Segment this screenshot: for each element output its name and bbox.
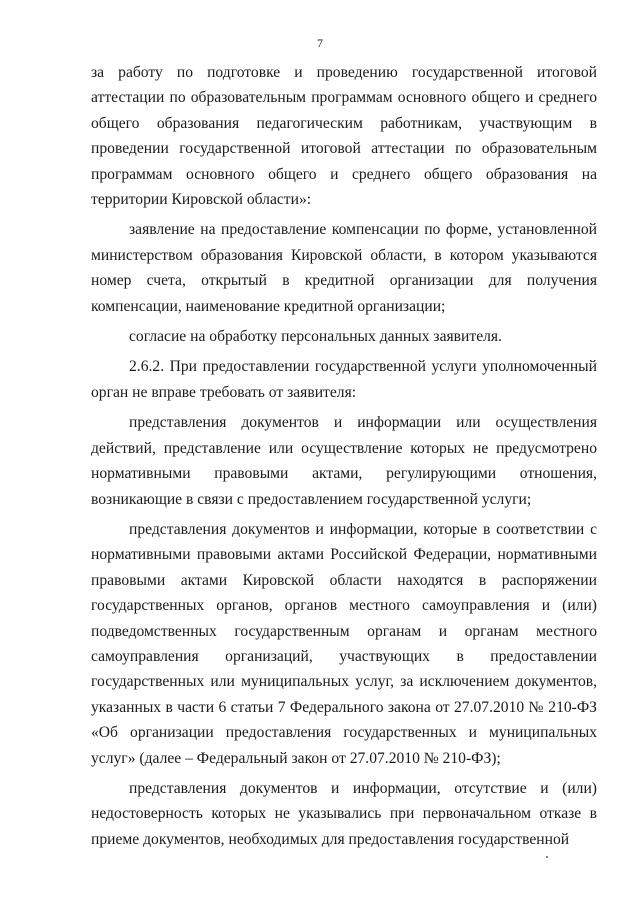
scan-speck — [546, 856, 548, 858]
paragraph-section-2-6-2: 2.6.2. При предоставлении государственной услуги уполномоченный орган не вправе требовать от заявителя: — [91, 358, 597, 401]
paragraph-documents-initial-refusal: представления документов и информации, отсутствие и (или) недостоверность которых не указывались при первоначальном отказе в приеме документов, необходимых для предоставления государственной — [91, 779, 597, 848]
paragraph-documents-held-by-agencies: представления документов и информации, которые в соответствии с нормативными правовыми актами Российской Федерации, нормативными правовыми актами Кировской области находятся в распоряжении государственных органов, органов местного самоуправления и (или) подведомственных государственным органам и органам местного самоуправления организаций, участвующих в предоставлении государственных или муниципальных услуг, за исключением документов, указанных в части 6 статьи 7 Федерального закона от 27.07.2010 № 210-ФЗ «Об организации предоставления государственных и муниципальных услуг» (далее – Федеральный закон от 27.07.2010 № 210-ФЗ); — [91, 520, 597, 767]
page-number: 7 — [317, 36, 323, 50]
paragraph-compensation-continuation: за работу по подготовке и проведению государственной итоговой аттестации по образовательным программам основного общего и среднего общего образования педагогическим работникам, участвующим в проведении государственной итоговой аттестации по образовательным программам основного общего и среднего общего образования на территории Кировской области»: — [91, 64, 597, 209]
document-body — [91, 60, 597, 852]
paragraph-documents-not-required: представления документов и информации или осуществления действий, представление или осуществление которых не предусмотрено нормативными правовыми актами, регулирующими отношения, возникающие в связи с предоставлением государственной услуги; — [91, 414, 597, 508]
paragraph-compensation-application: заявление на предоставление компенсации по форме, установленной министерством образования Кировской области, в котором указываются номер счета, открытый в кредитной организации для получения компенсации, наименование кредитной организации; — [91, 221, 597, 315]
paragraph-personal-data-consent: согласие на обработку персональных данных заявителя. — [129, 328, 502, 346]
